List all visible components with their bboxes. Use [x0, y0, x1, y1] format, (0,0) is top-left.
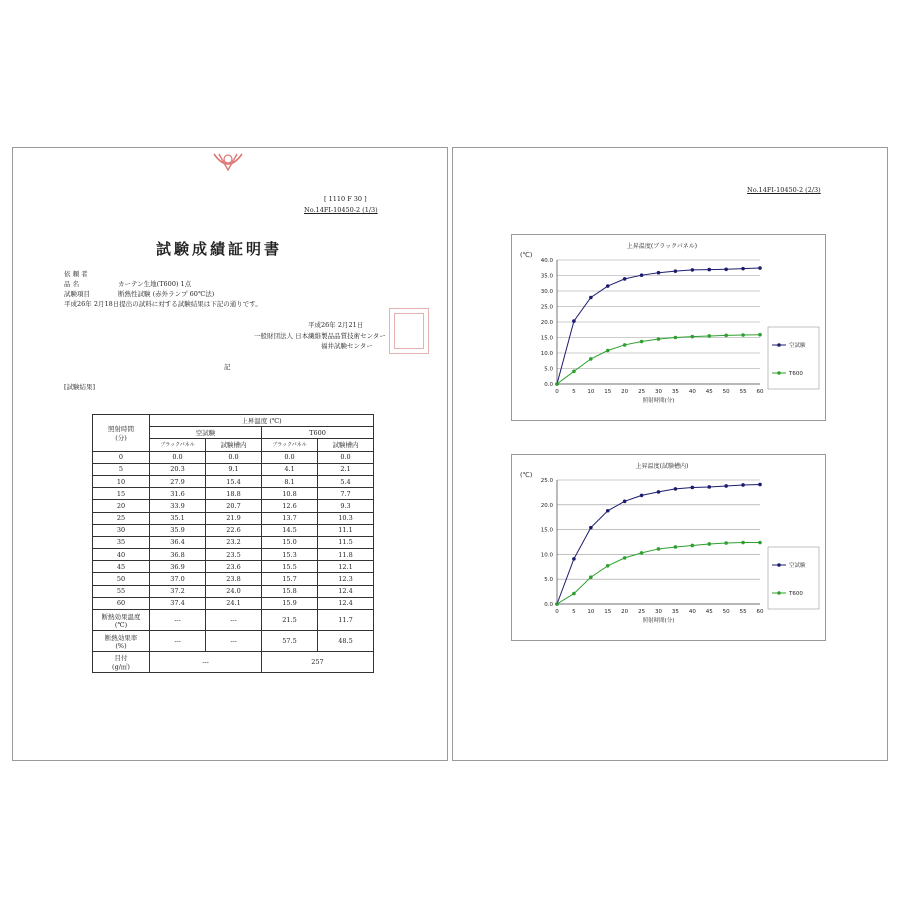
table-cell: 15.3	[262, 549, 318, 561]
table-row	[93, 500, 374, 512]
y-tick-label: 5.0	[544, 366, 553, 373]
table-cell: 13.7	[262, 512, 318, 524]
table-cell: 12.4	[318, 597, 374, 609]
doc-code-bracket: [ 1110 F 30 ]	[324, 195, 367, 203]
x-tick-label: 50	[722, 389, 730, 395]
weight-label: 目付 (g/㎡)	[93, 652, 150, 673]
table-row	[93, 524, 374, 536]
sub-header: 試験槽内	[318, 439, 374, 451]
y-tick-label: 10.0	[540, 351, 553, 357]
table-cell: 20.7	[206, 500, 262, 512]
y-tick-label: 25.0	[540, 304, 553, 311]
table-cell: 8.1	[262, 475, 318, 487]
seal-mark-icon	[212, 150, 244, 176]
table-cell: 37.2	[150, 585, 206, 597]
table-cell: 10.8	[262, 488, 318, 500]
table-cell: 35.1	[150, 512, 206, 524]
data-point	[589, 357, 593, 361]
data-point	[606, 349, 610, 353]
table-cell: 12.4	[318, 585, 374, 597]
table-cell: ---	[150, 652, 262, 673]
data-point	[555, 382, 559, 386]
data-point	[758, 266, 762, 270]
data-point	[758, 333, 762, 337]
legend-label: T600	[789, 591, 803, 597]
table-cell: 0.0	[318, 451, 374, 463]
rise-header: 上昇温度 (℃)	[150, 415, 374, 427]
table-cell: 55	[93, 585, 150, 597]
x-tick-label: 45	[705, 609, 713, 615]
table-cell: ---	[150, 631, 206, 652]
data-point	[741, 541, 745, 545]
table-cell: 12.6	[262, 500, 318, 512]
data-point	[674, 336, 678, 340]
data-point	[657, 490, 661, 494]
x-tick-label: 5	[572, 609, 576, 615]
table-cell: 15.5	[262, 561, 318, 573]
effect-temp-label: 断熱効果温度 (℃)	[93, 610, 150, 631]
data-point	[640, 273, 644, 277]
table-cell: 10	[93, 475, 150, 487]
y-tick-label: 0.0	[544, 602, 553, 608]
legend-marker	[777, 591, 781, 595]
x-tick-label: 20	[621, 389, 629, 395]
table-cell: 22.6	[206, 524, 262, 536]
table-row	[93, 488, 374, 500]
data-point	[724, 484, 728, 488]
table-cell: 45	[93, 561, 150, 573]
certificate-page-1	[12, 147, 448, 761]
table-cell: 0.0	[262, 451, 318, 463]
data-point	[741, 483, 745, 487]
chart-title: 上昇温度(ブラックパネル)	[626, 243, 698, 250]
data-point	[589, 296, 593, 300]
table-cell: 23.8	[206, 573, 262, 585]
table-cell: 50	[93, 573, 150, 585]
table-cell: 11.7	[318, 610, 374, 631]
data-point	[623, 343, 627, 347]
x-tick-label: 30	[655, 609, 662, 615]
data-point	[589, 526, 593, 530]
table-cell: 40	[93, 549, 150, 561]
y-tick-label: 15.0	[540, 335, 553, 342]
data-point	[623, 500, 627, 504]
statement: 平成26年 2月18日提出の試料に対する試験結果は下記の通りです。	[64, 300, 262, 308]
table-cell: 20	[93, 500, 150, 512]
table-cell: 14.5	[262, 524, 318, 536]
x-tick-label: 25	[638, 389, 646, 395]
table-cell: 36.9	[150, 561, 206, 573]
chart-svg	[512, 455, 825, 640]
data-point	[741, 333, 745, 337]
table-cell: 36.8	[150, 549, 206, 561]
data-point	[572, 369, 576, 373]
x-tick-label: 25	[638, 609, 646, 615]
data-point	[691, 544, 695, 548]
info-label-product: 品 名	[64, 280, 80, 288]
org-line-2: 福井試験センター	[321, 342, 373, 350]
table-cell: 18.8	[206, 488, 262, 500]
org-line-1: 一般財団法人 日本繊維製品品質技術センター	[254, 332, 386, 340]
table-row	[93, 573, 374, 585]
y-tick-label: 5.0	[544, 577, 553, 584]
table-cell: 21.9	[206, 512, 262, 524]
data-point	[657, 547, 661, 551]
data-point	[572, 592, 576, 596]
data-point	[707, 542, 711, 546]
series-line-1	[557, 542, 760, 604]
legend-label: 空試験	[789, 343, 806, 349]
data-point	[707, 268, 711, 272]
data-point	[691, 268, 695, 272]
table-cell: 37.0	[150, 573, 206, 585]
table-cell: 11.5	[318, 536, 374, 548]
y-tick-label: 20.0	[540, 320, 553, 326]
table-cell: 15.4	[206, 475, 262, 487]
table-cell: 0	[93, 451, 150, 463]
series-line-0	[557, 484, 760, 604]
x-tick-label: 15	[604, 389, 612, 395]
data-point	[589, 575, 593, 579]
data-point	[707, 485, 711, 489]
chart-chamber	[511, 454, 826, 641]
table-cell: 57.5	[262, 631, 318, 652]
data-point	[724, 334, 728, 338]
info-value-product: カーテン生地(T600) 1点	[118, 280, 192, 288]
legend-marker	[777, 371, 781, 375]
table-row	[93, 561, 374, 573]
table-cell: 15.7	[262, 573, 318, 585]
table-cell: 0.0	[150, 451, 206, 463]
table-cell: 7.7	[318, 488, 374, 500]
table-row	[93, 463, 374, 475]
data-point	[691, 335, 695, 339]
table-cell: 24.1	[206, 597, 262, 609]
table-cell: 48.5	[318, 631, 374, 652]
data-point	[623, 277, 627, 281]
table-cell: 11.8	[318, 549, 374, 561]
y-tick-label: 30.0	[540, 289, 553, 295]
data-point	[572, 557, 576, 561]
doc-number: No.14FI-10450-2 (2/3)	[747, 186, 821, 194]
legend-box	[768, 547, 819, 609]
table-row	[93, 536, 374, 548]
legend-marker	[777, 563, 781, 567]
sub-header: 試験槽内	[206, 439, 262, 451]
data-point	[606, 284, 610, 288]
section-heading: [試験結果]	[64, 383, 96, 391]
y-tick-label: 15.0	[540, 527, 553, 534]
data-point	[707, 334, 711, 338]
table-cell: 36.4	[150, 536, 206, 548]
table-cell: ---	[206, 610, 262, 631]
legend-label: T600	[789, 371, 803, 377]
table-cell: 25	[93, 512, 150, 524]
x-tick-label: 50	[722, 609, 730, 615]
table-cell: 15.0	[262, 536, 318, 548]
y-tick-label: 10.0	[540, 552, 553, 559]
table-cell: ---	[206, 631, 262, 652]
data-point	[758, 541, 762, 545]
x-tick-label: 35	[671, 609, 679, 615]
table-cell: 11.1	[318, 524, 374, 536]
x-tick-label: 60	[756, 609, 764, 615]
table-row	[93, 597, 374, 609]
legend-marker	[777, 343, 781, 347]
table-cell: 12.1	[318, 561, 374, 573]
chart-svg	[512, 235, 825, 420]
table-cell: 5	[93, 463, 150, 475]
table-cell: 23.2	[206, 536, 262, 548]
x-tick-label: 30	[655, 389, 662, 395]
data-point	[674, 269, 678, 273]
table-cell: 33.9	[150, 500, 206, 512]
data-point	[674, 487, 678, 491]
chart-black-panel	[511, 234, 826, 421]
x-tick-label: 15	[604, 609, 612, 615]
x-tick-label: 0	[555, 389, 559, 395]
info-value-test-item: 断熱性試験 (赤外ランプ 60℃法)	[118, 290, 215, 298]
y-tick-label: 20.0	[540, 502, 553, 509]
effect-rate-label: 断熱効果率 (%)	[93, 631, 150, 652]
table-cell: 23.5	[206, 549, 262, 561]
table-cell: ---	[150, 610, 206, 631]
legend-label: 空試験	[789, 563, 806, 569]
series-line-1	[557, 335, 760, 384]
x-axis-title: 照射時間(分)	[642, 618, 675, 624]
table-cell: 24.0	[206, 585, 262, 597]
table-cell: 10.3	[318, 512, 374, 524]
group-header-blank: 空試験	[150, 427, 262, 439]
table-row	[93, 475, 374, 487]
table-row	[93, 549, 374, 561]
doc-number: No.14FI-10450-2 (1/3)	[304, 206, 378, 214]
y-tick-label: 35.0	[540, 273, 553, 280]
y-axis-unit: (℃)	[520, 471, 533, 479]
official-seal	[389, 308, 429, 354]
x-tick-label: 20	[621, 609, 629, 615]
data-point	[657, 337, 661, 341]
data-point	[674, 545, 678, 549]
x-axis-title: 照射時間(分)	[642, 398, 675, 404]
x-tick-label: 55	[739, 609, 747, 615]
chart-title: 上昇温度(試験槽内)	[635, 463, 689, 470]
table-cell: 31.6	[150, 488, 206, 500]
data-point	[606, 564, 610, 568]
info-label-test-item: 試験項目	[64, 290, 90, 298]
results-table	[92, 414, 374, 673]
x-tick-label: 40	[688, 389, 696, 395]
data-point	[572, 319, 576, 323]
table-row	[93, 451, 374, 463]
data-point	[691, 486, 695, 490]
x-tick-label: 35	[671, 389, 679, 395]
table-cell: 9.3	[318, 500, 374, 512]
data-point	[640, 551, 644, 555]
table-cell: 5.4	[318, 475, 374, 487]
table-cell: 4.1	[262, 463, 318, 475]
table-cell: 15.9	[262, 597, 318, 609]
table-row	[93, 585, 374, 597]
data-point	[555, 602, 559, 606]
table-cell: 35.9	[150, 524, 206, 536]
time-header: 照射時間 (分)	[93, 415, 150, 452]
table-row	[93, 512, 374, 524]
table-cell: 12.3	[318, 573, 374, 585]
y-tick-label: 40.0	[540, 258, 553, 264]
y-tick-label: 0.0	[544, 382, 553, 388]
x-tick-label: 10	[587, 389, 595, 395]
data-point	[640, 340, 644, 344]
data-point	[724, 541, 728, 545]
table-cell: 9.1	[206, 463, 262, 475]
data-point	[640, 494, 644, 498]
x-tick-label: 10	[587, 609, 595, 615]
table-cell: 21.5	[262, 610, 318, 631]
data-point	[657, 271, 661, 275]
x-tick-label: 60	[756, 389, 764, 395]
table-cell: 30	[93, 524, 150, 536]
table-cell: 37.4	[150, 597, 206, 609]
table-cell: 257	[262, 652, 374, 673]
certificate-page-2	[452, 147, 888, 761]
table-cell: 15.8	[262, 585, 318, 597]
sub-header: ブラックパネル	[150, 439, 206, 451]
legend-box	[768, 327, 819, 389]
table-cell: 27.9	[150, 475, 206, 487]
x-tick-label: 40	[688, 609, 696, 615]
x-tick-label: 0	[555, 609, 559, 615]
series-line-0	[557, 268, 760, 384]
table-cell: 60	[93, 597, 150, 609]
x-tick-label: 45	[705, 389, 713, 395]
table-cell: 20.3	[150, 463, 206, 475]
data-point	[741, 267, 745, 271]
table-cell: 2.1	[318, 463, 374, 475]
data-point	[724, 268, 728, 272]
ki-mark: 記	[224, 363, 231, 371]
table-cell: 0.0	[206, 451, 262, 463]
group-header-t600: T600	[262, 427, 374, 439]
page-title: 試験成績証明書	[156, 240, 283, 258]
table-cell: 15	[93, 488, 150, 500]
sub-header: ブラックパネル	[262, 439, 318, 451]
data-point	[623, 556, 627, 560]
table-cell: 23.6	[206, 561, 262, 573]
y-tick-label: 25.0	[540, 478, 553, 484]
x-tick-label: 55	[739, 389, 747, 395]
y-axis-unit: (℃)	[520, 251, 533, 259]
x-tick-label: 5	[572, 389, 576, 395]
data-point	[758, 483, 762, 487]
table-cell: 35	[93, 536, 150, 548]
issue-date: 平成26年 2月21日	[308, 321, 364, 329]
data-point	[606, 509, 610, 513]
info-label-client: 依 頼 者	[64, 270, 88, 278]
